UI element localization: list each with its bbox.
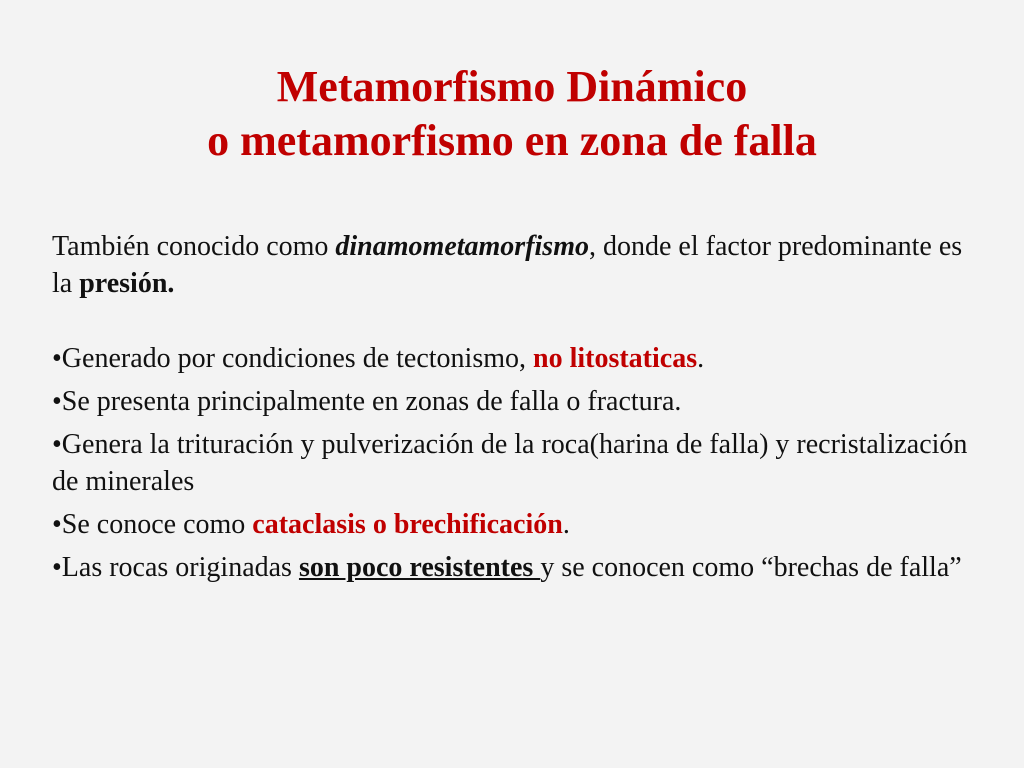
intro-text-2: , donde el factor predominante es la [52, 231, 963, 299]
bullet-1-prefix: •Generado por condiciones de tectonismo, [52, 343, 533, 374]
bullet-3 [52, 426, 972, 500]
slide-title [0, 60, 1024, 168]
intro-text-1: También conocido como [52, 231, 336, 262]
title-line-1: Metamorfismo Dinámico [276, 62, 748, 111]
bullet-5 [52, 549, 972, 586]
bullet-5-suffix: y se conocen como “brechas de falla” [540, 552, 962, 583]
bullet-1 [52, 340, 972, 377]
intro-paragraph [52, 228, 972, 302]
bullet-3-text: •Genera la trituración y pulverización de la roca(harina de falla) y recristalización de minerales [52, 429, 968, 497]
bullet-5-prefix: •Las rocas originadas [52, 552, 299, 583]
intro-emphasis: presión. [79, 268, 175, 299]
bullet-2-text: •Se presenta principalmente en zonas de falla o fractura. [52, 386, 682, 417]
bullet-1-highlight: no litostaticas [533, 343, 698, 374]
bullet-5-underline: son poco resistentes [298, 552, 541, 583]
bullet-1-suffix: . [697, 343, 705, 374]
bullet-4 [52, 506, 972, 543]
bullet-4-suffix: . [562, 509, 570, 540]
bullet-4-prefix: •Se conoce como [52, 509, 253, 540]
title-line-2: o metamorfismo en zona de falla [207, 116, 817, 165]
bullet-2 [52, 383, 972, 420]
bullet-4-highlight: cataclasis o brechificación [252, 509, 563, 540]
intro-term: dinamometamorfismo [335, 231, 589, 262]
slide-body [52, 228, 972, 592]
